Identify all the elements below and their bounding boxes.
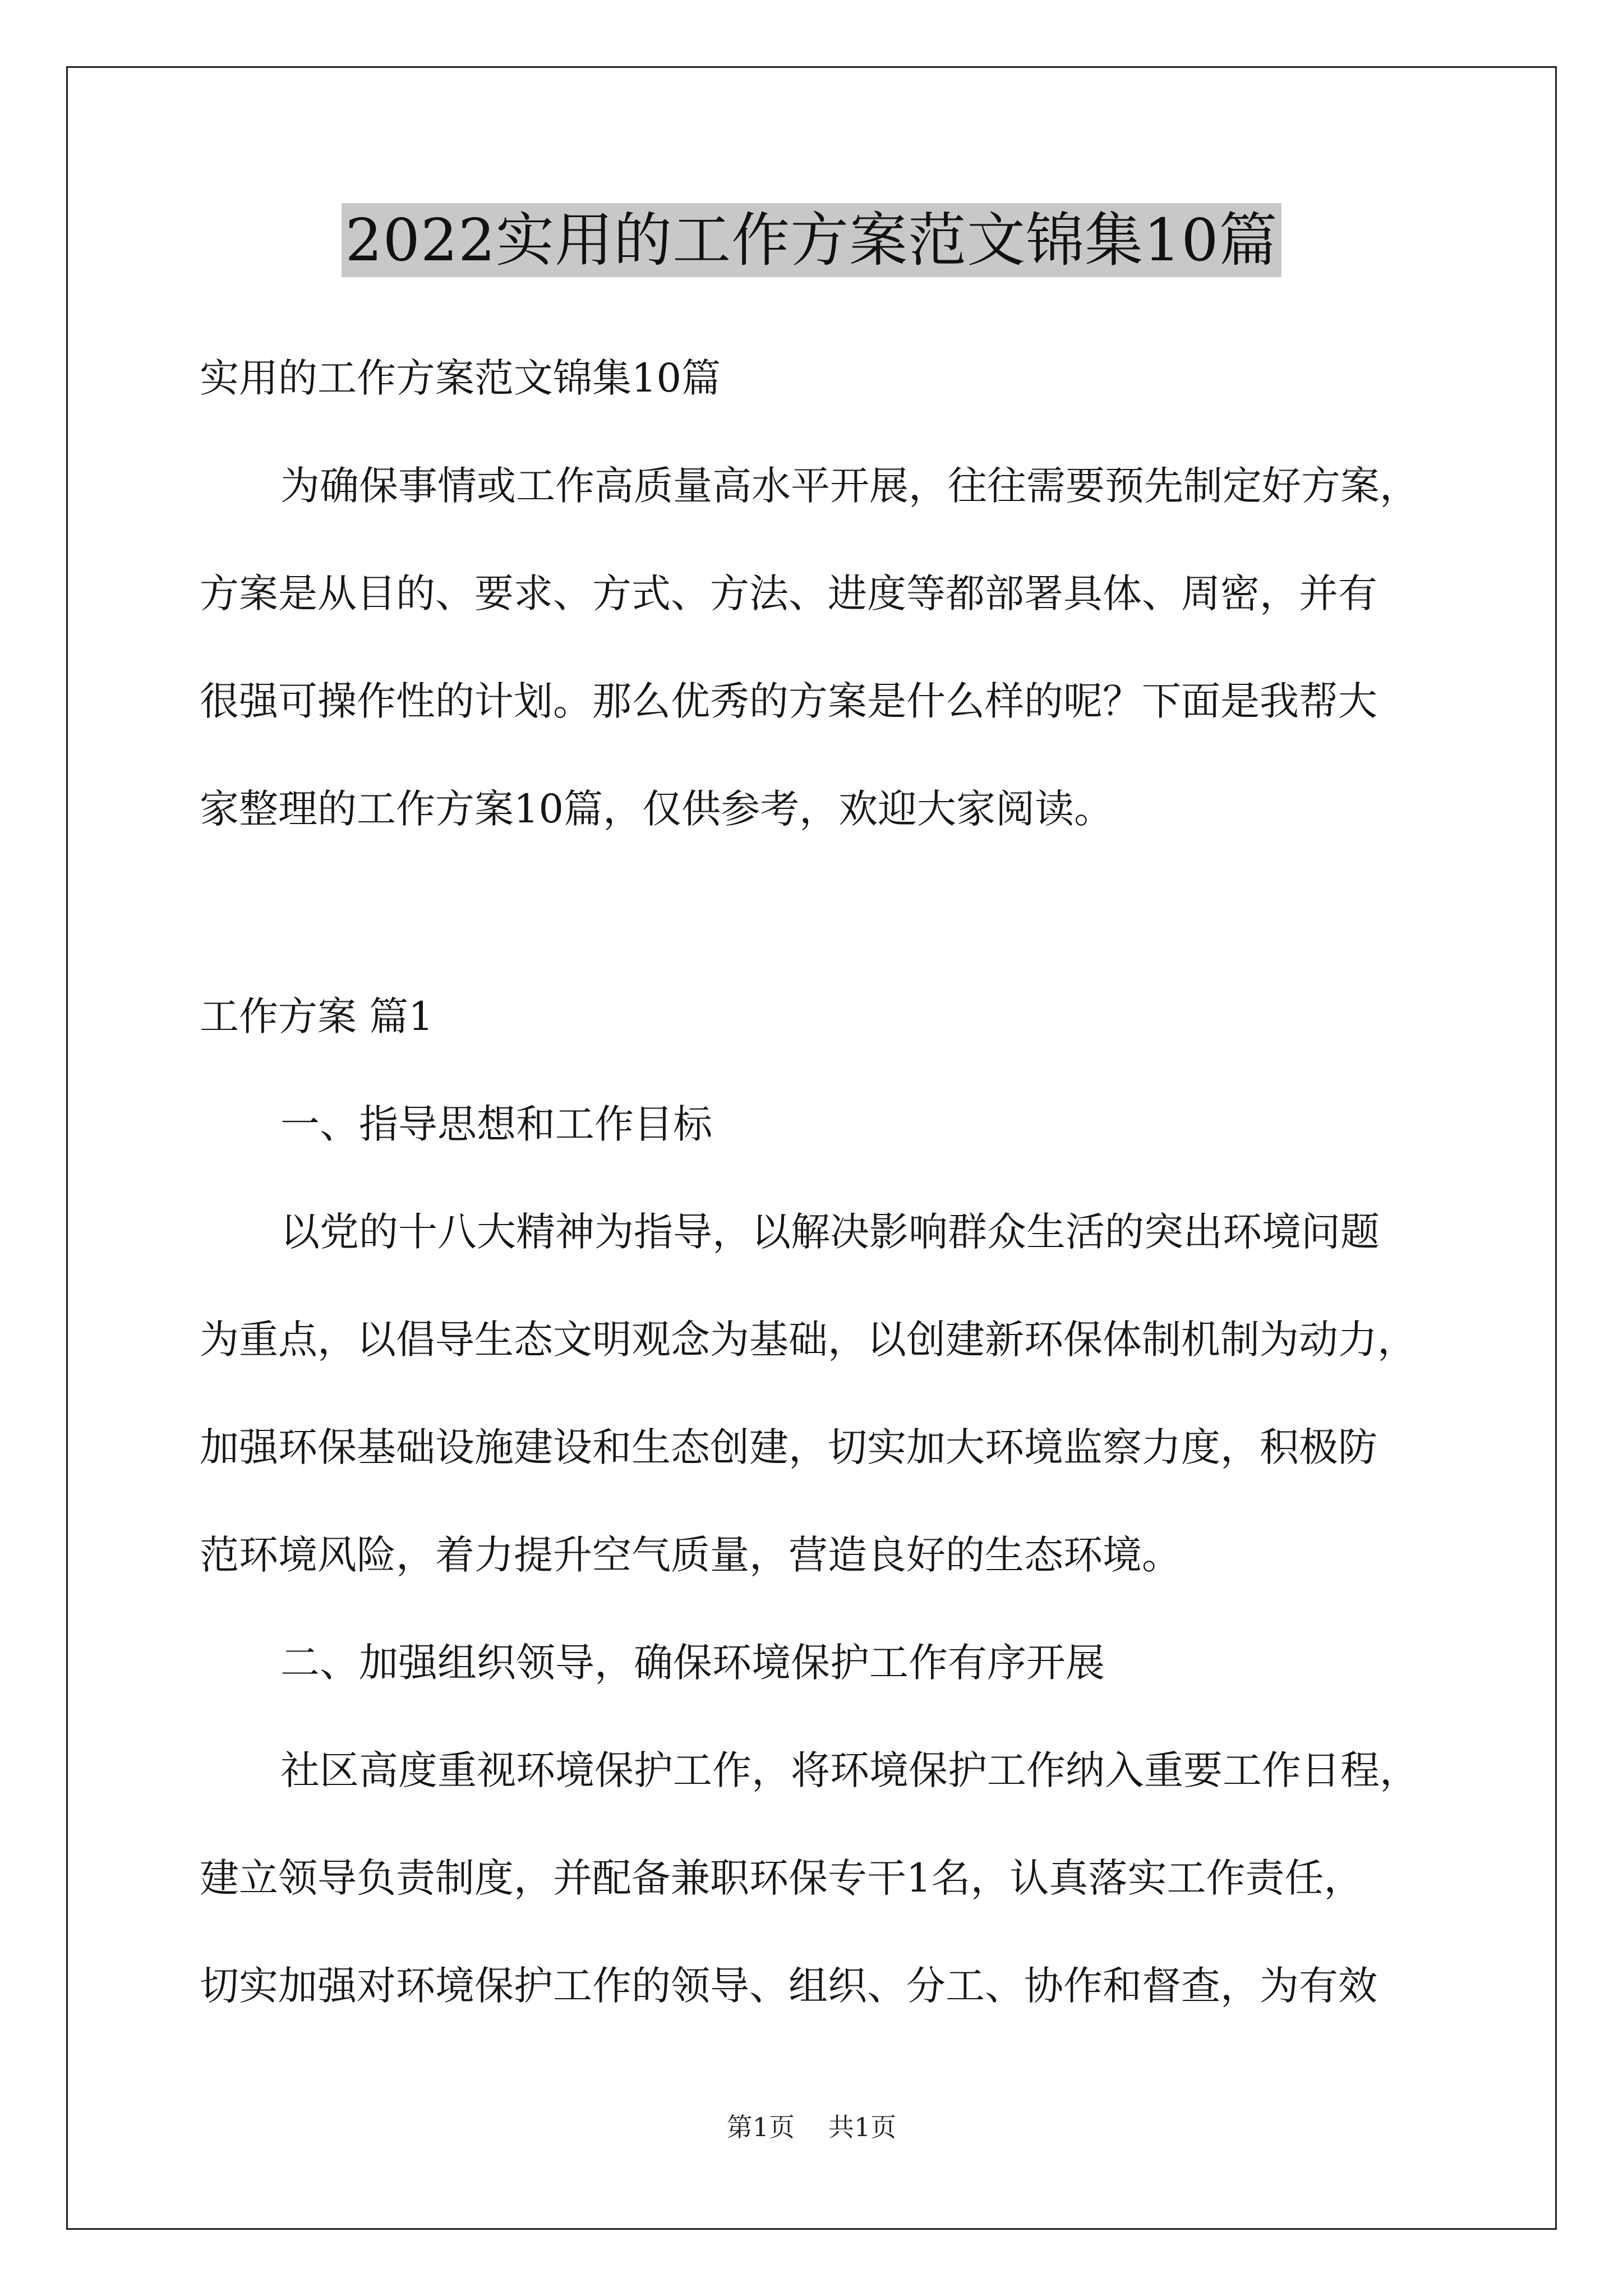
document-title: 2022实用的工作方案范文锦集10篇: [342, 203, 1281, 277]
text-line: 建立领导负责制度，并配备兼职环保专干1名，认真落实工作责任，: [200, 1855, 1363, 1901]
text-line: 为重点，以倡导生态文明观念为基础，以创建新环保体制机制为动力，: [200, 1317, 1417, 1363]
text-line: 范环境风险，着力提升空气质量，营造良好的生态环境。: [200, 1532, 1181, 1578]
text-line: 切实加强对环境保护工作的领导、组织、分工、协作和督查，为有效: [200, 1963, 1377, 2009]
text-line: 很强可操作性的计划。那么优秀的方案是什么样的呢？下面是我帮大: [200, 678, 1377, 724]
page-total: 共1页: [828, 2112, 897, 2142]
text-line: 加强环保基础设施建设和生态创建，切实加大环境监察力度，积极防: [200, 1424, 1377, 1470]
section-heading: 工作方案 篇1: [200, 993, 434, 1039]
text-line: 社区高度重视环境保护工作，将环境保护工作纳入重要工作日程，: [280, 1747, 1419, 1793]
subsection-heading: 二、加强组织领导，确保环境保护工作有序开展: [280, 1640, 1105, 1686]
subtitle-line: 实用的工作方案范文锦集10篇: [200, 355, 721, 401]
page-number: 第1页: [726, 2112, 795, 2142]
text-line: 以党的十八大精神为指导，以解决影响群众生活的突出环境问题: [280, 1209, 1380, 1255]
text-line: 为确保事情或工作高质量高水平开展，往往需要预先制定好方案，: [280, 463, 1419, 509]
subsection-heading: 一、指导思想和工作目标: [280, 1101, 712, 1147]
text-line: 方案是从目的、要求、方式、方法、进度等都部署具体、周密，并有: [200, 570, 1377, 616]
text-line: 家整理的工作方案10篇，仅供参考，欢迎大家阅读。: [200, 786, 1114, 832]
page-footer: [0, 2110, 1623, 2144]
title-container: [0, 203, 1623, 277]
